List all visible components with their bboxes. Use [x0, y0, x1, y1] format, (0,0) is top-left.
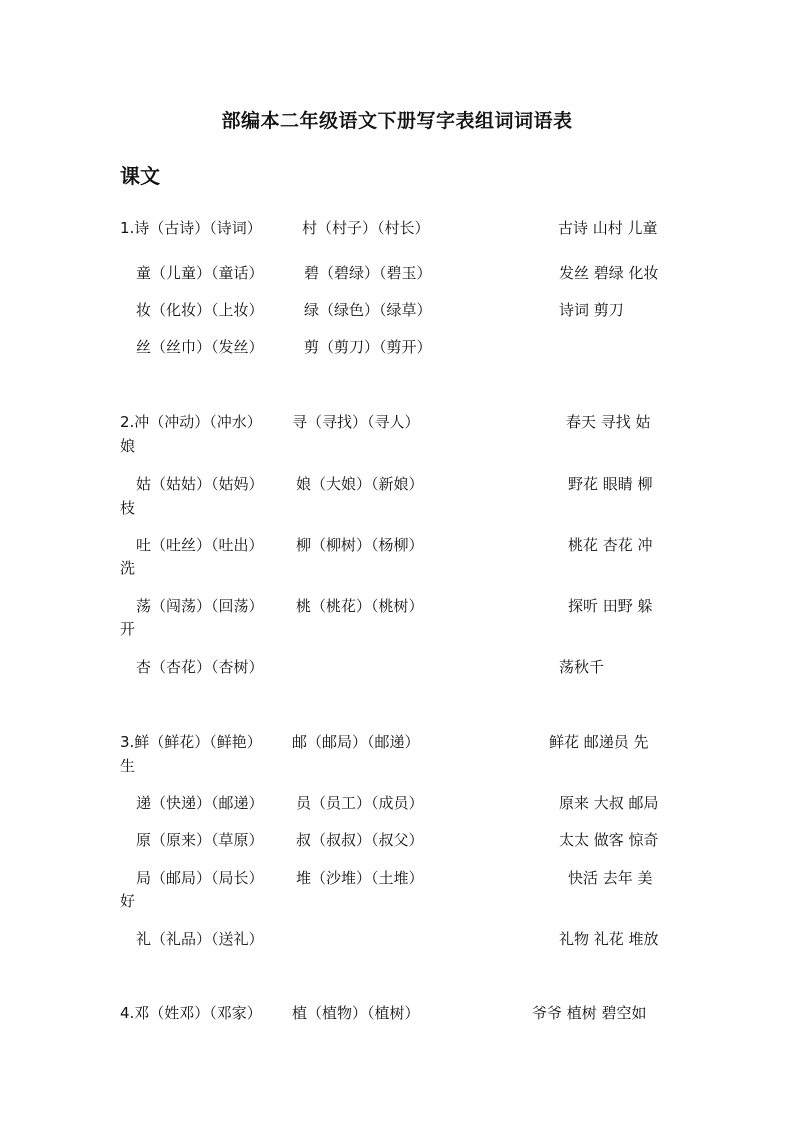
lesson-1-col2-line: 碧（碧绿）（碧玉）	[304, 264, 432, 282]
lesson-4-col1-line: 4.邓（姓邓）（邓家）	[120, 1004, 262, 1022]
page-title: 部编本二年级语文下册写字表组词词语表	[221, 110, 573, 132]
lesson-3-col1-line: 礼（礼品）（送礼）	[136, 930, 264, 948]
lesson-1-words-line: 古诗 山村 儿童	[558, 219, 658, 237]
lesson-1-col1-line: 1.诗（古诗）（诗词）	[120, 219, 262, 237]
lesson-2-col1-line: 杏（杏花）（杏树）	[136, 658, 264, 676]
lesson-4-col2-line: 植（植物）（植树）	[292, 1004, 420, 1022]
lesson-2-words-wrap: 开	[120, 620, 136, 638]
lesson-2-words-wrap: 枝	[120, 499, 136, 517]
lesson-1-col2-line: 绿（绿色）（绿草）	[304, 301, 432, 319]
lesson-3-words-line: 太太 做客 惊奇	[559, 831, 659, 849]
lesson-2-col2-line: 寻（寻找）（寻人）	[292, 413, 420, 431]
lesson-3-col1-line: 原（原来）（草原）	[136, 831, 264, 849]
lesson-3-col1-line: 3.鲜（鲜花）（鲜艳）	[120, 733, 262, 751]
lesson-3-col2-line: 叔（叔叔）（叔父）	[296, 831, 424, 849]
lesson-3-words-line: 礼物 礼花 堆放	[559, 930, 659, 948]
lesson-1-col2-line: 剪（剪刀）（剪开）	[304, 338, 432, 356]
lesson-3-col1-line: 递（快递）（邮递）	[136, 794, 264, 812]
lesson-1-words-line: 诗词 剪刀	[559, 301, 624, 319]
lesson-2-col2-line: 桃（桃花）（桃树）	[296, 597, 424, 615]
lesson-3-words-wrap: 好	[120, 892, 136, 910]
lesson-2-words-line: 荡秋千	[559, 658, 605, 676]
lesson-2-col2-line: 娘（大娘）（新娘）	[296, 475, 424, 493]
lesson-1-col1-line: 童（儿童）（童话）	[136, 264, 264, 282]
lesson-2-words-line: 春天 寻找 姑	[566, 413, 651, 431]
lesson-2-words-line: 桃花 杏花 冲	[568, 536, 653, 554]
lesson-3-words-line: 鲜花 邮递员 先	[549, 733, 649, 751]
lesson-3-words-line: 原来 大叔 邮局	[559, 794, 659, 812]
lesson-2-words-line: 野花 眼睛 柳	[568, 475, 653, 493]
lesson-2-col2-line: 柳（柳树）（杨柳）	[296, 536, 424, 554]
lesson-1-col1-line: 丝（丝巾）（发丝）	[136, 338, 264, 356]
section-heading: 课文	[120, 164, 160, 188]
lesson-2-col1-line: 姑（姑姑）（姑妈）	[136, 475, 264, 493]
lesson-3-col2-line: 堆（沙堆）（土堆）	[296, 869, 424, 887]
lesson-3-col2-line: 员（员工）（成员）	[296, 794, 424, 812]
lesson-1-col2-line: 村（村子）（村长）	[302, 219, 430, 237]
lesson-4-words-line: 爷爷 植树 碧空如	[532, 1004, 647, 1022]
lesson-2-words-wrap: 娘	[120, 437, 136, 455]
lesson-3-col2-line: 邮（邮局）（邮递）	[292, 733, 420, 751]
lesson-2-words-wrap: 洗	[120, 559, 136, 577]
lesson-2-col1-line: 吐（吐丝）（吐出）	[136, 536, 264, 554]
lesson-3-words-wrap: 生	[120, 757, 136, 775]
lesson-1-words-line: 发丝 碧绿 化妆	[559, 264, 659, 282]
lesson-2-words-line: 探听 田野 躲	[568, 597, 653, 615]
lesson-2-col1-line: 2.冲（冲动）（冲水）	[120, 413, 262, 431]
lesson-3-words-line: 快活 去年 美	[568, 869, 653, 887]
lesson-1-col1-line: 妆（化妆）（上妆）	[136, 301, 264, 319]
lesson-3-col1-line: 局（邮局）（局长）	[136, 869, 264, 887]
lesson-2-col1-line: 荡（闯荡）（回荡）	[136, 597, 264, 615]
